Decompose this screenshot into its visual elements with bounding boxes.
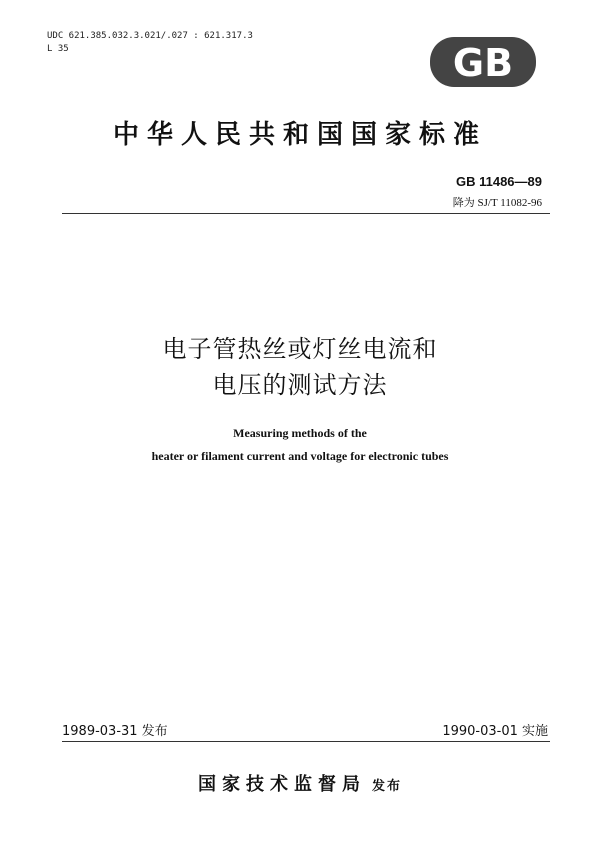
header-divider	[62, 213, 550, 214]
effective-date: 1990-03-01 实施	[442, 724, 548, 739]
zh-title-line2: 电压的测试方法	[212, 371, 388, 399]
udc-code: UDC 621.385.032.3.021/.027 : 621.317.3	[47, 31, 253, 41]
zh-title-line1: 电子管热丝或灯丝电流和	[162, 335, 438, 363]
issuer-line	[0, 770, 600, 796]
issuer-name: 国家技术监督局	[197, 774, 366, 795]
downgrade-note: 降为 SJ/T 11082-96	[452, 197, 542, 209]
gb-logo	[428, 34, 538, 90]
standard-number: GB 11486—89	[455, 174, 542, 189]
en-title-line1: Measuring methods of the	[233, 426, 367, 440]
national-standard-heading: 中华人民共和国国家标准	[112, 120, 487, 150]
ccs-code: L 35	[47, 44, 69, 54]
classification-codes	[47, 30, 253, 56]
issue-date: 1989-03-31 发布	[62, 724, 168, 739]
footer-divider	[62, 741, 550, 742]
en-title-line2: heater or filament current and voltage for electronic tubes	[151, 449, 449, 463]
issuer-action: 发布	[371, 779, 402, 794]
gb-logo-text: GB	[452, 41, 514, 85]
